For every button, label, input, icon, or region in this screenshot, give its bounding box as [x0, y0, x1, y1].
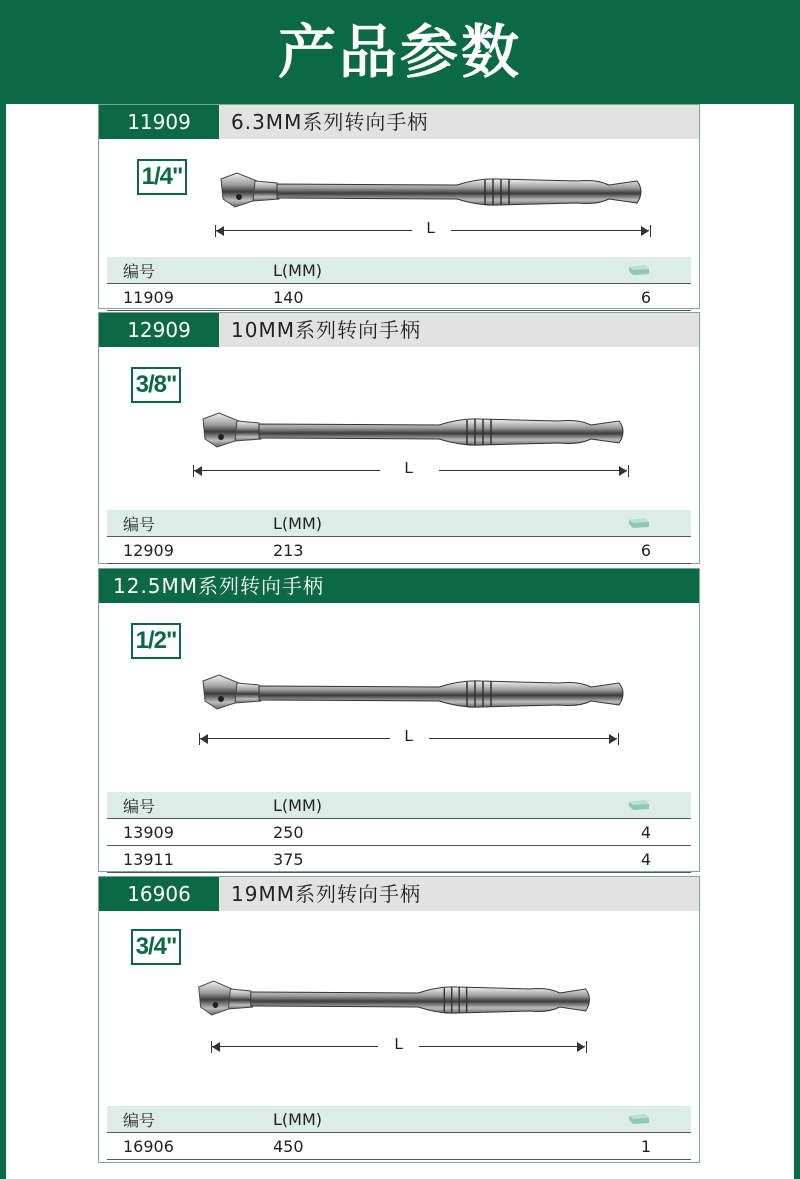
spec-table	[107, 1106, 691, 1160]
dimension-label: L	[394, 1036, 404, 1053]
drive-size-badge: 3/8"	[131, 367, 181, 403]
package-icon	[627, 261, 651, 273]
length-dimension	[193, 460, 629, 477]
row-code: 16906	[123, 1136, 174, 1156]
row-code: 12909	[123, 540, 174, 560]
section-code: 12909	[99, 313, 219, 347]
spec-table	[107, 510, 691, 564]
table-row	[107, 1133, 691, 1160]
section-header	[99, 313, 699, 347]
length-dimension	[211, 1036, 587, 1053]
row-length: 213	[273, 540, 304, 560]
package-icon	[627, 514, 651, 526]
table-header-row	[107, 792, 691, 819]
section-12-5mm	[98, 568, 700, 872]
package-icon	[627, 796, 651, 808]
package-icon	[627, 1110, 651, 1122]
section-title: 12.5MM系列转向手柄	[113, 574, 325, 598]
section-header	[99, 569, 699, 603]
dimension-label: L	[404, 728, 414, 745]
row-length: 375	[273, 849, 304, 869]
header-length: L(MM)	[273, 260, 323, 280]
header-code: 编号	[123, 1110, 156, 1130]
drive-size-badge: 3/4"	[131, 929, 181, 965]
drive-size-badge: 1/4"	[137, 159, 187, 195]
row-code: 13911	[123, 849, 174, 869]
row-length: 250	[273, 822, 304, 842]
header-length: L(MM)	[273, 513, 323, 533]
dimension-label: L	[404, 460, 414, 477]
row-qty: 1	[640, 1136, 651, 1156]
section-header	[99, 877, 699, 911]
table-row	[107, 846, 691, 873]
length-dimension	[199, 728, 619, 745]
row-length: 450	[273, 1136, 304, 1156]
left-border	[0, 104, 6, 1179]
table-header-row	[107, 510, 691, 537]
section-header	[99, 105, 699, 139]
row-length: 140	[273, 287, 304, 307]
spec-table	[107, 792, 691, 873]
section-11909	[98, 104, 700, 309]
right-border	[794, 104, 800, 1179]
table-row	[107, 284, 691, 311]
section-12909	[98, 312, 700, 564]
page-header	[0, 0, 800, 104]
swivel-handle-image	[199, 671, 629, 715]
row-qty: 6	[640, 540, 651, 560]
header-code: 编号	[123, 514, 156, 534]
table-header-row	[107, 1106, 691, 1133]
header-length: L(MM)	[273, 1109, 323, 1129]
header-code: 编号	[123, 261, 156, 281]
table-header-row	[107, 257, 691, 284]
table-row	[107, 537, 691, 564]
page-title: 产品参数	[277, 18, 522, 86]
section-title: 19MM系列转向手柄	[231, 882, 421, 906]
section-title: 10MM系列转向手柄	[231, 318, 421, 342]
header-length: L(MM)	[273, 795, 323, 815]
drive-size-badge: 1/2"	[131, 623, 181, 659]
swivel-handle-image	[199, 409, 629, 453]
row-qty: 4	[640, 822, 651, 842]
section-code: 16906	[99, 877, 219, 911]
section-code: 11909	[99, 105, 219, 139]
row-code: 11909	[123, 287, 174, 307]
dimension-label: L	[426, 220, 436, 237]
swivel-handle-image	[195, 977, 595, 1021]
header-code: 编号	[123, 796, 156, 816]
row-qty: 4	[640, 849, 651, 869]
swivel-handle-image	[217, 169, 647, 213]
table-row	[107, 819, 691, 846]
row-qty: 6	[640, 287, 651, 307]
spec-table	[107, 257, 691, 311]
section-16906	[98, 876, 700, 1163]
row-code: 13909	[123, 822, 174, 842]
section-title: 6.3MM系列转向手柄	[231, 110, 429, 134]
length-dimension	[215, 220, 651, 237]
